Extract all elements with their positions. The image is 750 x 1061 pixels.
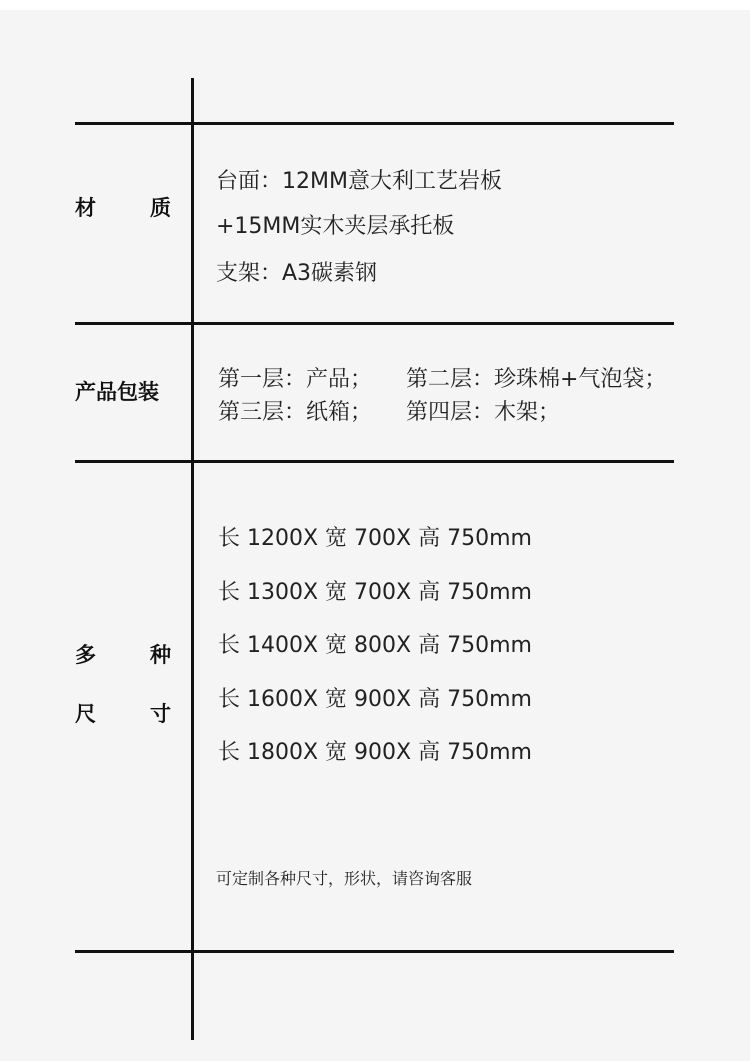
top-strip (0, 0, 750, 10)
material-label-char-2: 质 (150, 196, 171, 220)
packaging-layer-4: 第四层：木架； (406, 400, 561, 425)
packaging-layer-1: 第一层：产品； (218, 367, 373, 392)
material-label-char-1: 材 (75, 196, 96, 220)
sizes-label-char-4: 寸 (150, 702, 171, 726)
packaging-row-1 (218, 369, 666, 391)
row-divider-top (75, 122, 674, 125)
size-item: 长 1800X 宽 900X 高 750mm (218, 740, 532, 765)
material-line-2: +15MM实木夹层承托板 (216, 214, 455, 239)
customization-note: 可定制各种尺寸，形状，请咨询客服 (216, 869, 473, 888)
vertical-divider (191, 78, 194, 1040)
row-divider-material-packaging (75, 322, 674, 325)
size-item: 长 1400X 宽 800X 高 750mm (218, 633, 532, 658)
sizes-label-char-1: 多 (75, 643, 96, 667)
sizes-label-char-2: 种 (150, 643, 171, 667)
material-line-1: 台面：12MM意大利工艺岩板 (216, 169, 502, 194)
packaging-label: 产品包装 (75, 380, 159, 404)
packaging-row-2 (218, 402, 560, 424)
size-item: 长 1300X 宽 700X 高 750mm (218, 580, 532, 605)
packaging-layer-2: 第二层：珍珠棉+气泡袋； (406, 367, 667, 392)
size-item: 长 1600X 宽 900X 高 750mm (218, 687, 532, 712)
sizes-label-row-2 (75, 704, 171, 725)
row-divider-bottom (75, 950, 674, 953)
size-item: 长 1200X 宽 700X 高 750mm (218, 526, 532, 551)
sizes-label-char-3: 尺 (75, 702, 96, 726)
material-label (75, 198, 171, 219)
row-divider-packaging-sizes (75, 460, 674, 463)
sizes-label-row-1 (75, 645, 171, 666)
material-line-3: 支架：A3碳素钢 (216, 261, 378, 286)
packaging-layer-3: 第三层：纸箱； (218, 400, 373, 425)
